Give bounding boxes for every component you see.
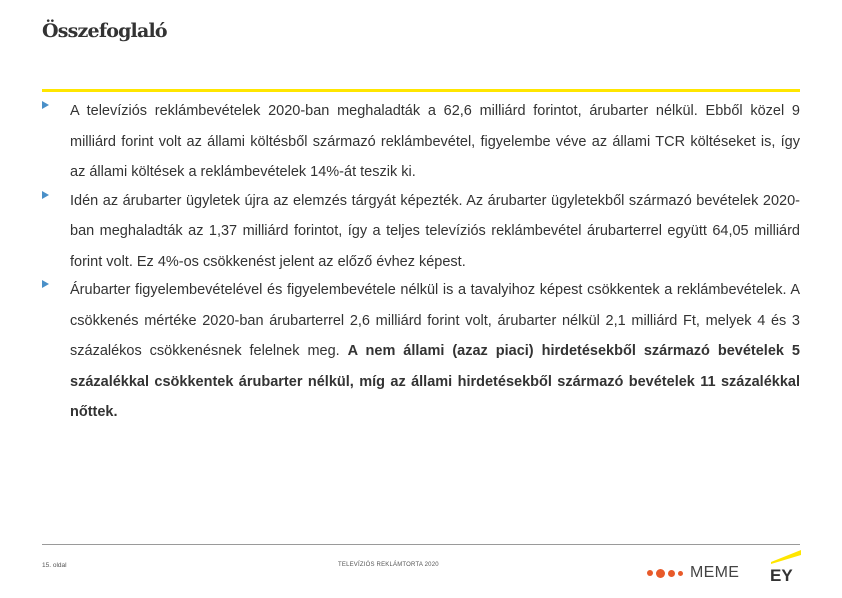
- bullet-item-1: [42, 96, 800, 188]
- triangle-bullet-icon: [42, 280, 49, 288]
- title-underline: [42, 89, 800, 92]
- bullet-text-2: Idén az árubarter ügyletek újra az elemzés tárgyát képezték. Az árubarter ügyletekből származó bevételek 2020-ban meghaladták az 1,37 milliárd forintot, így a teljes televíziós reklámbevétel árubarterrel együtt 64,05 milliárd forint volt. Ez 4%-os csökkenést jelent az előző évhez képest.: [70, 192, 800, 270]
- triangle-bullet-icon: [42, 191, 49, 199]
- meme-logo-text: MEME: [690, 564, 740, 581]
- ey-logo-text: EY: [770, 566, 793, 582]
- bullet-text-3-bold: A nem állami (azaz piaci) hirdetésekből származó bevételek 5 százalékkal csökkentek árubarter nélkül, míg az állami hirdetésekből származó bevételek 11 százalékkal nőttek.: [70, 343, 800, 420]
- logo-dot-icon: [668, 570, 675, 577]
- logo-dot-icon: [656, 569, 665, 578]
- footer-title: TELEVÍZIÓS REKLÁMTORTA 2020: [338, 562, 439, 568]
- logo-dot-icon: [678, 571, 683, 576]
- summary-bullets: [42, 104, 800, 428]
- bullet-item-2: [42, 186, 800, 278]
- ey-logo-beam-icon: [771, 550, 801, 564]
- bullet-text-3-plain: Árubarter figyelembevételével és figyelembevétele nélkül is a tavalyihoz képest csökkentek a reklámbevételek. A csökkenés mértéke 2020-ban árubarterrel 2,6 milliárd forint volt, árubarter nélkül 2,1 milliárd Ft, melyek 4 és 3 százalékos csökkenésnek felelnek meg.: [70, 282, 800, 359]
- bullet-text-3: [70, 275, 800, 428]
- meme-logo: [647, 563, 739, 583]
- bullet-text-1: A televíziós reklámbevételek 2020-ban meghaladták a 62,6 milliárd forintot, árubarter nélkül. Ebből közel 9 milliárd forint volt az állami költésből származó reklámbevétel, figyelembe véve az állami TCR költéseket is, így az állami költések a reklámbevételek 14%-át teszik ki.: [70, 103, 800, 180]
- page-title: Összefoglaló: [42, 20, 167, 42]
- page-number: 15. oldal: [42, 562, 67, 569]
- triangle-bullet-icon: [42, 101, 49, 109]
- bullet-item-3: [42, 275, 800, 428]
- ey-logo: [768, 546, 802, 582]
- footer-divider: [42, 544, 800, 545]
- logo-dot-icon: [647, 570, 653, 576]
